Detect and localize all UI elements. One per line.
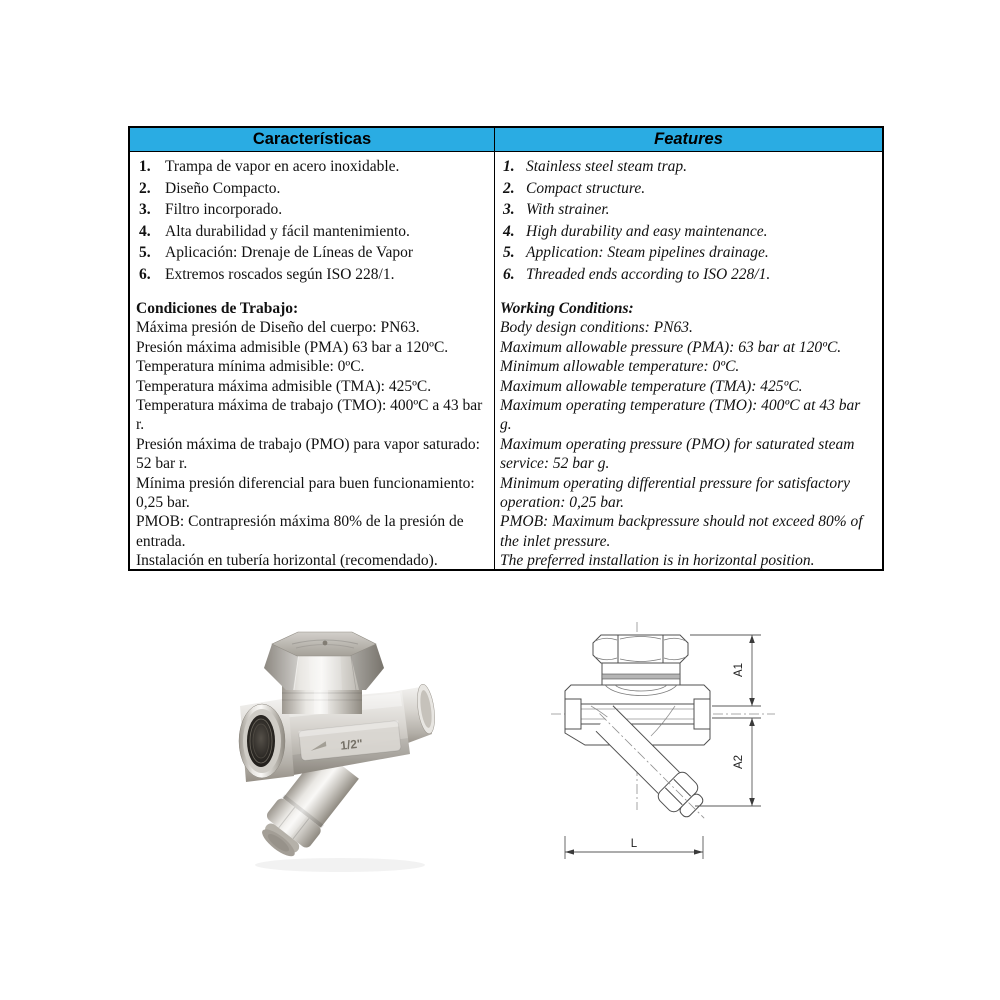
photo-shadow — [255, 858, 425, 872]
feature-text: Aplicación: Drenaje de Líneas de Vapor — [165, 244, 414, 261]
working-line: Temperatura máxima de trabajo (TMO): 400ºC a 43 bar r. — [136, 397, 483, 434]
working-line: Instalación en tubería horizontal (recomendado). — [136, 552, 438, 569]
feature-row — [136, 221, 488, 243]
steam-trap-photo — [222, 606, 462, 874]
feature-row — [136, 242, 488, 264]
working-conditions-es — [136, 299, 488, 569]
cap-center-dot — [323, 641, 328, 646]
working-conditions-en — [500, 299, 869, 569]
feature-number: 2. — [503, 179, 515, 197]
bonnet-neck — [282, 686, 362, 714]
working-title: Working Conditions: — [500, 300, 634, 317]
feature-number: 6. — [139, 265, 151, 283]
hex-cap — [264, 632, 384, 690]
working-line: PMOB: Contrapresión máxima 80% de la presión de entrada. — [136, 513, 464, 550]
threaded-opening — [247, 715, 275, 767]
working-line: PMOB: Maximum backpressure should not exceed 80% of the inlet pressure. — [500, 513, 863, 550]
dim-label-a2: A2 — [733, 754, 745, 770]
working-line: Mínima presión diferencial para buen funcionamiento: 0,25 bar. — [136, 474, 475, 512]
dimension-drawing — [543, 610, 788, 870]
feature-row — [500, 178, 869, 200]
feature-text: Compact structure. — [526, 179, 646, 197]
working-line: Body design conditions: PN63. — [500, 319, 693, 337]
feature-row — [500, 264, 869, 286]
feature-row — [500, 156, 869, 178]
feature-text: Stainless steel steam trap. — [526, 158, 688, 175]
dim-label-l: L — [630, 838, 638, 850]
working-line: Maximum operating temperature (TMO): 400ºC at 43 bar g. — [500, 397, 861, 434]
working-line: Maximum allowable pressure (PMA): 63 bar at 120ºC. — [500, 338, 842, 356]
feature-row — [500, 199, 869, 221]
feature-row — [136, 156, 488, 178]
working-line: Presión máxima admisible (PMA) 63 bar a 120ºC. — [136, 338, 449, 356]
working-line: Presión máxima de trabajo (PMO) para vapor saturado: 52 bar r. — [136, 435, 480, 473]
size-marking: 1/2" — [339, 736, 364, 753]
feature-text: Alta durabilidad y fácil mantenimiento. — [165, 222, 410, 240]
working-line: Temperatura mínima admisible: 0ºC. — [136, 358, 365, 376]
table-body-row — [130, 152, 882, 569]
hex-nut-drawing — [593, 635, 688, 663]
feature-number: 4. — [503, 222, 515, 240]
working-line: Maximum operating pressure (PMO) for saturated steam service: 52 bar g. — [500, 435, 855, 473]
feature-text: With strainer. — [526, 201, 610, 218]
feature-number: 3. — [503, 201, 515, 218]
working-line: Minimum allowable temperature: 0ºC. — [500, 358, 740, 376]
dimension-l — [565, 836, 703, 859]
feature-text: Extremos roscados según ISO 228/1. — [165, 265, 395, 283]
feature-row — [500, 242, 869, 264]
bonnet-drawing — [602, 663, 680, 696]
feature-text: Application: Steam pipelines drainage. — [526, 244, 769, 261]
working-title: Condiciones de Trabajo: — [136, 300, 299, 317]
column-header-features: Features — [495, 128, 882, 151]
working-line: Maximum allowable temperature (TMA): 425ºC. — [500, 377, 803, 395]
column-header-caracteristicas: Características — [130, 128, 495, 151]
feature-row — [136, 264, 488, 286]
feature-text: High durability and easy maintenance. — [526, 222, 768, 240]
feature-number: 1. — [503, 158, 515, 175]
working-line: Temperatura máxima admisible (TMA): 425ºC. — [136, 377, 432, 395]
spec-table — [128, 126, 884, 571]
working-line: Máxima presión de Diseño del cuerpo: PN63. — [136, 319, 420, 337]
feature-number: 1. — [139, 158, 151, 175]
feature-row — [136, 199, 488, 221]
feature-number: 5. — [503, 244, 515, 261]
feature-text: Diseño Compacto. — [165, 179, 281, 197]
working-line: The preferred installation is in horizontal position. — [500, 552, 815, 569]
feature-number: 6. — [503, 265, 515, 283]
feature-number: 3. — [139, 201, 151, 218]
feature-text: Threaded ends according to ISO 228/1. — [526, 265, 771, 283]
column-en — [495, 152, 882, 569]
feature-text: Trampa de vapor en acero inoxidable. — [165, 158, 400, 175]
table-header-row — [130, 128, 882, 152]
feature-text: Filtro incorporado. — [165, 201, 283, 218]
working-line: Minimum operating differential pressure for satisfactory operation: 0,25 bar. — [500, 474, 851, 512]
feature-number: 4. — [139, 222, 151, 240]
column-es — [130, 152, 495, 569]
feature-number: 5. — [139, 244, 151, 261]
feature-number: 2. — [139, 179, 151, 197]
dim-label-a1: A1 — [733, 662, 745, 678]
feature-row — [136, 178, 488, 200]
feature-row — [500, 221, 869, 243]
